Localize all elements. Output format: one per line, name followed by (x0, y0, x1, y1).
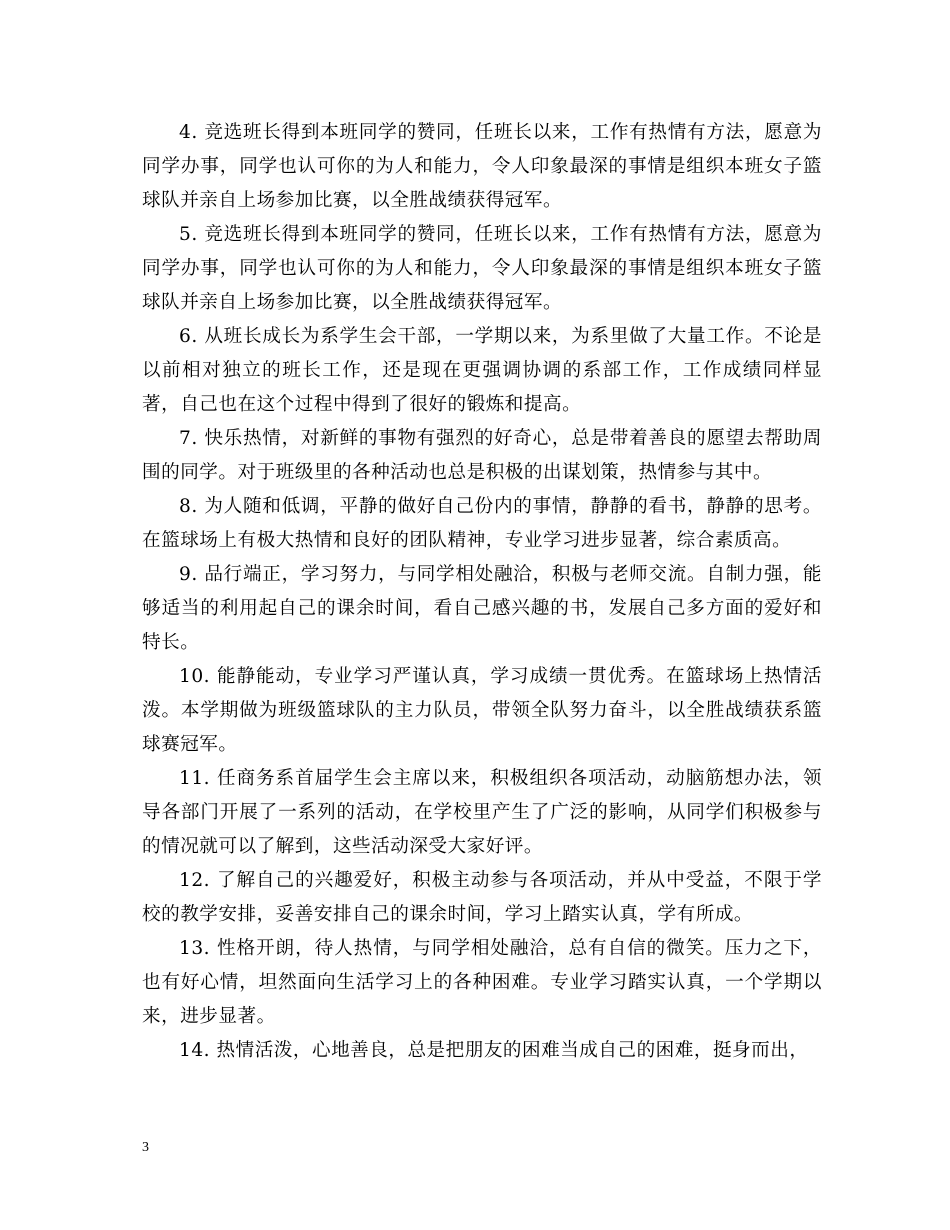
paragraph-8 (142, 490, 822, 558)
paragraph-number: 14. (179, 1040, 211, 1061)
paragraph-text: 任商务系首届学生会主席以来，积极组织各项活动，动脑筋想办法，领导各部门开展了一系列的活动，在学校里产生了广泛的影响，从同学们积极参与的情况就可以了解到，这些活动深受大家好评。 (142, 768, 822, 857)
paragraph-text: 了解自己的兴趣爱好，积极主动参与各项活动，并从中受益，不限于学校的教学安排，妥善安排自己的课余时间，学习上踏实认真，学有所成。 (142, 870, 822, 925)
paragraph-text: 性格开朗，待人热情，与同学相处融洽，总有自信的微笑。压力之下，也有好心情，坦然面向生活学习上的各种困难。专业学习踏实认真，一个学期以来，进步显著。 (142, 938, 822, 1027)
paragraph-text: 快乐热情，对新鲜的事物有强烈的好奇心，总是带着善良的愿望去帮助周围的同学。对于班级里的各种活动也总是积极的出谋划策，热情参与其中。 (142, 428, 822, 483)
paragraph-text: 从班长成长为系学生会干部，一学期以来，为系里做了大量工作。不论是以前相对独立的班长工作，还是现在更强调协调的系部工作，工作成绩同样显著，自己也在这个过程中得到了很好的锻炼和提高。 (142, 326, 822, 415)
paragraph-text: 竞选班长得到本班同学的赞同，任班长以来，工作有热情有方法，愿意为同学办事，同学也认可你的为人和能力，令人印象最深的事情是组织本班女子篮球队并亲自上场参加比赛，以全胜战绩获得冠军。 (142, 122, 822, 211)
paragraph-number: 6. (179, 326, 198, 347)
paragraph-9 (142, 558, 822, 660)
paragraph-4 (142, 116, 822, 218)
paragraph-number: 5. (179, 224, 198, 245)
page-number: 3 (142, 1140, 149, 1155)
paragraph-number: 9. (179, 564, 198, 585)
paragraph-text: 品行端正，学习努力，与同学相处融洽，积极与老师交流。自制力强，能够适当的利用起自己的课余时间，看自己感兴趣的书，发展自己多方面的爱好和特长。 (142, 564, 822, 653)
paragraph-13 (142, 932, 822, 1034)
paragraph-10 (142, 660, 822, 762)
paragraph-number: 10. (179, 666, 211, 687)
paragraph-number: 13. (179, 938, 211, 959)
paragraph-number: 12. (179, 870, 211, 891)
paragraph-12 (142, 864, 822, 932)
paragraph-text: 能静能动，专业学习严谨认真，学习成绩一贯优秀。在篮球场上热情活泼。本学期做为班级篮球队的主力队员，带领全队努力奋斗，以全胜战绩获系篮球赛冠军。 (142, 666, 822, 755)
paragraph-5 (142, 218, 822, 320)
paragraph-number: 8. (179, 496, 198, 517)
paragraph-text: 热情活泼，心地善良，总是把朋友的困难当成自己的困难，挺身而出， (216, 1040, 809, 1061)
paragraph-number: 11. (179, 768, 211, 789)
paragraph-6 (142, 320, 822, 422)
paragraph-number: 7. (179, 428, 198, 449)
paragraph-14 (142, 1034, 822, 1068)
paragraph-7 (142, 422, 822, 490)
document-body (142, 116, 822, 1068)
paragraph-11 (142, 762, 822, 864)
paragraph-number: 4. (179, 122, 198, 143)
paragraph-text: 为人随和低调，平静的做好自己份内的事情，静静的看书，静静的思考。在篮球场上有极大热情和良好的团队精神，专业学习进步显著，综合素质高。 (142, 496, 822, 551)
paragraph-text: 竞选班长得到本班同学的赞同，任班长以来，工作有热情有方法，愿意为同学办事，同学也认可你的为人和能力，令人印象最深的事情是组织本班女子篮球队并亲自上场参加比赛，以全胜战绩获得冠军。 (142, 224, 822, 313)
